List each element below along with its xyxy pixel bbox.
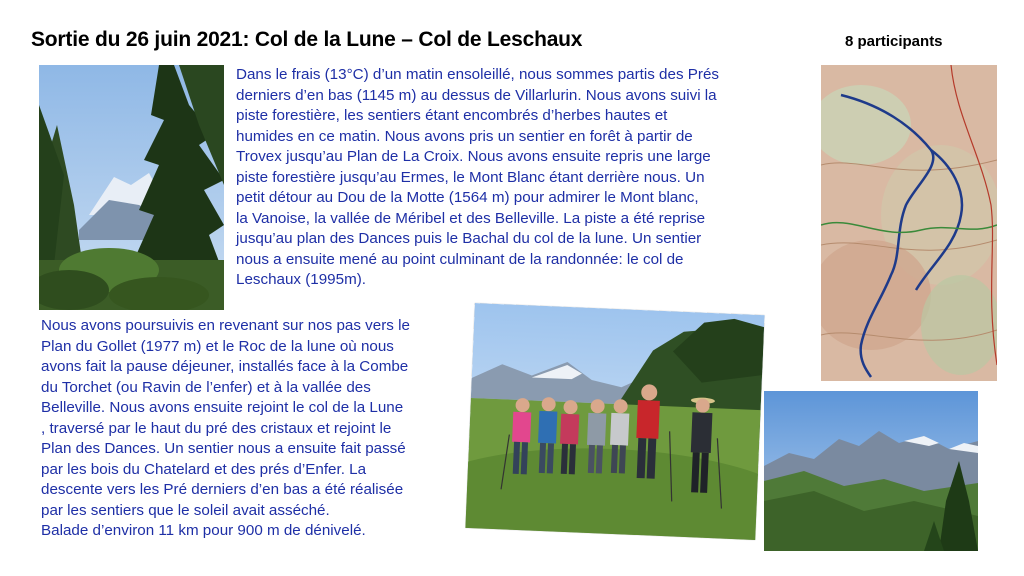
group-photo xyxy=(465,303,764,540)
participants-count: 8 participants xyxy=(845,33,943,50)
text-line: descente vers les Pré derniers d’en bas a été réalisée xyxy=(41,481,404,498)
text-line: jusqu’au plan des Dances puis le Bachal du col de la lune. Un sentier xyxy=(236,230,702,247)
text-line: humides en ce matin. Nous avons pris un sentier en forêt à partir de xyxy=(236,127,693,145)
text-line: la Vanoise, la vallée de Méribel et des Belleville. La piste a été reprise xyxy=(236,209,706,227)
text-line: Leschaux (1995m). xyxy=(236,271,367,288)
valley-photo xyxy=(764,391,978,551)
trail-map-photo xyxy=(821,65,997,381)
text-line: , traversé par le haut du pré des cristaux et rejoint le xyxy=(41,419,392,437)
text-line: Plan des Dances. Un sentier nous a ensuite fait passé xyxy=(41,440,406,457)
text-line: derniers d’en bas (1145 m) au dessus de Villarlurin. Nous avons suivi la xyxy=(236,86,717,104)
forest-photo xyxy=(39,65,224,310)
text-line: Balade d’environ 11 km pour 900 m de dénivelé. xyxy=(41,522,366,539)
text-line: Plan du Gollet (1977 m) et le Roc de la lune où nous xyxy=(41,337,394,355)
paragraph-continuation xyxy=(41,316,471,542)
text-line: Nous avons poursuivis en revenant sur nos pas vers le xyxy=(41,317,410,334)
text-line: piste forestière, les sentiers étant encombrés d’herbes hautes et xyxy=(236,107,668,124)
text-line: avons fait la pause déjeuner, installés face à la Combe xyxy=(41,358,409,375)
paragraph-intro xyxy=(236,65,796,291)
text-line: du Torchet (ou Ravin de l’enfer) et à la vallée des xyxy=(41,378,371,396)
text-line: petit détour au Dou de la Motte (1564 m) pour admirer le Mont blanc, xyxy=(236,189,699,206)
text-line: piste forestière jusqu’au Ermes, le Mont Blanc étant derrière nous. Un xyxy=(236,168,705,186)
text-line: Trovex jusqu’au Plan de La Croix. Nous avons ensuite repris une large xyxy=(236,148,711,165)
text-line: par les sentiers que le soleil avait asséché. xyxy=(41,501,330,519)
text-line: nous a ensuite mené au point culminant de la randonnée: le col de xyxy=(236,250,684,268)
text-line: Belleville. Nous avons ensuite rejoint le col de la Lune xyxy=(41,399,404,416)
text-line: Dans le frais (13°C) d’un matin ensoleillé, nous sommes partis des Prés xyxy=(236,66,719,83)
page-title: Sortie du 26 juin 2021: Col de la Lune – Col de Leschaux xyxy=(31,28,583,51)
text-line: par les bois du Chatelard et des prés d’Enfer. La xyxy=(41,460,367,478)
